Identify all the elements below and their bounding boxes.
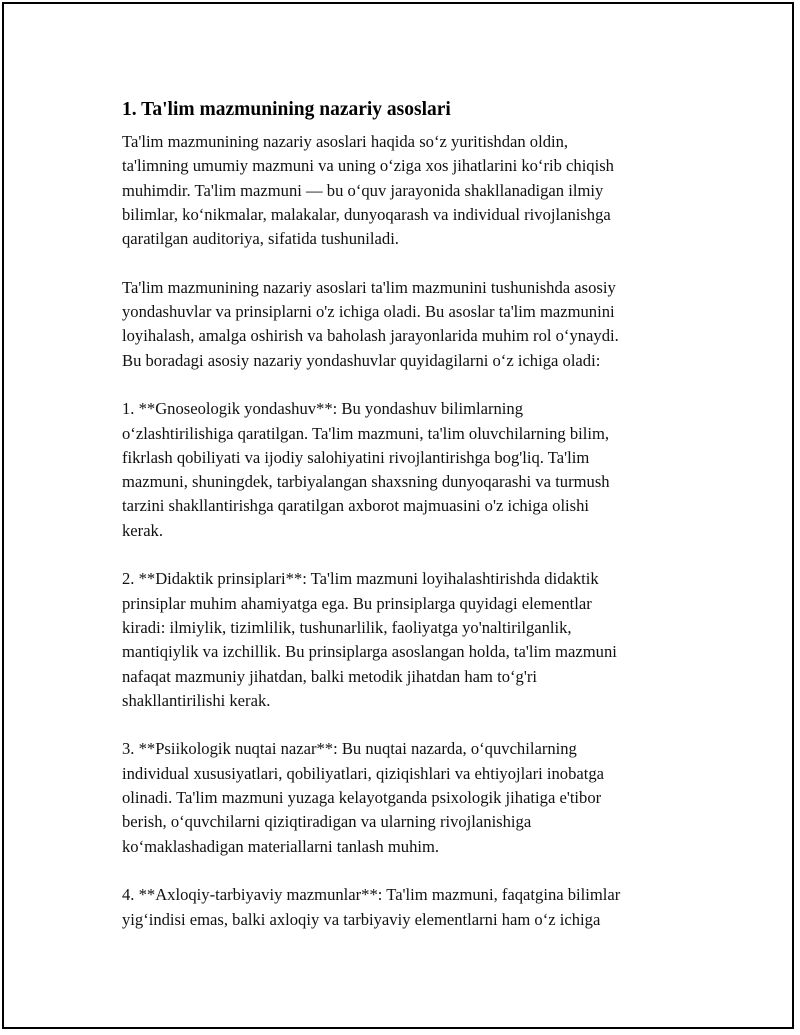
paragraph-approaches [122,276,687,373]
text-line: tarzini shakllantirishga qaratilgan axborot majmuasini o'z ichiga olishi [122,496,590,516]
text-line: olinadi. Ta'lim mazmuni yuzaga kelayotganda psixologik jihatiga e'tibor [122,788,602,808]
text-line: ta'limning umumiy mazmuni va uning o‘ziga xos jihatlarini ko‘rib chiqish [122,156,614,176]
text-line: Bu boradagi asosiy nazariy yondashuvlar quyidagilarni o‘z ichiga oladi: [122,350,601,370]
text-line: yig‘indisi emas, balki axloqiy va tarbiyaviy elementlarni ham o‘z ichiga [122,909,601,929]
text-line: prinsiplar muhim ahamiyatga ega. Bu prinsiplarga quyidagi elementlar [122,593,592,613]
text-line: bilimlar, ko‘nikmalar, malakalar, dunyoqarash va individual rivojlanishga [122,204,611,224]
text-line: fikrlash qobiliyati va ijodiy salohiyatini rivojlantirishga bog'liq. Ta'lim [122,447,590,467]
paragraph-intro [122,130,687,251]
text-line: mazmuni, shuningdek, tarbiyalangan shaxsning dunyoqarashi va turmush [122,472,610,492]
text-line: o‘zlashtirilishiga qaratilgan. Ta'lim mazmuni, ta'lim oluvchilarning bilim, [122,423,610,443]
text-line: shakllantirilishi kerak. [122,690,271,710]
text-line: kerak. [122,520,163,540]
text-line: individual xususiyatlari, qobiliyatlari, qiziqishlari va ehtiyojlari inobatga [122,763,605,783]
text-line: 1. **Gnoseologik yondashuv**: Bu yondashuv bilimlarning [122,399,523,419]
text-line: qaratilgan auditoriya, sifatida tushuniladi. [122,229,399,249]
text-line: yondashuvlar va prinsiplarni o'z ichiga oladi. Bu asoslar ta'lim mazmunini [122,302,615,322]
text-line: Ta'lim mazmunining nazariy asoslari ta'lim mazmunini tushunishda asosiy [122,277,616,297]
text-line: nafaqat mazmuniy jihatdan, balki metodik jihatdan ham to‘g'ri [122,666,537,686]
text-line: 4. **Axloqiy-tarbiyaviy mazmunlar**: Ta'lim mazmuni, faqatgina bilimlar [122,885,621,905]
text-line: loyihalash, amalga oshirish va baholash jarayonlarida muhim rol o‘ynaydi. [122,326,619,346]
text-line: 2. **Didaktik prinsiplari**: Ta'lim mazmuni loyihalashtirishda didaktik [122,569,599,589]
text-line: Ta'lim mazmunining nazariy asoslari haqida so‘z yuritishdan oldin, [122,132,569,151]
text-line: kiradi: ilmiylik, tizimlilik, tushunarlilik, faoliyatga yo'naltirilganlik, [122,617,572,637]
text-line: mantiqiylik va izchillik. Bu prinsiplarga asoslangan holda, ta'lim mazmuni [122,642,617,662]
text-line: 3. **Psiikologik nuqtai nazar**: Bu nuqtai nazarda, o‘quvchilarning [122,739,577,759]
list-item-didaktik [122,567,687,713]
page-frame [2,2,794,1029]
list-item-axloqiy [122,883,687,932]
text-line: muhimdir. Ta'lim mazmuni — bu o‘quv jarayonida shakllanadigan ilmiy [122,180,604,200]
document-body [122,96,687,956]
list-item-gnoseologik [122,397,687,543]
list-item-psixologik [122,737,687,858]
text-line: berish, o‘quvchilarni qiziqtiradigan va ularning rivojlanishiga [122,812,532,832]
section-heading: 1. Ta'lim mazmunining nazariy asoslari [122,99,451,120]
text-line: ko‘maklashadigan materiallarni tanlash muhim. [122,836,440,856]
